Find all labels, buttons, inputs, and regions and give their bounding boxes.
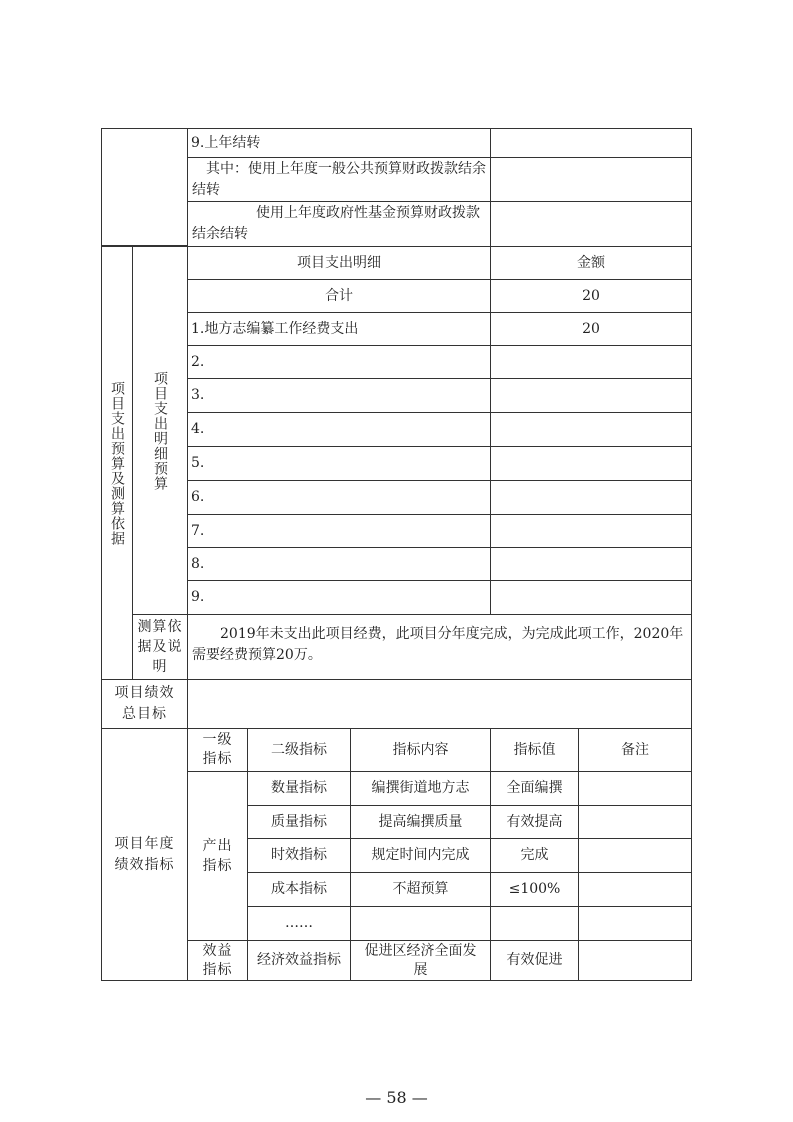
indicator-row-level2: 质量指标	[247, 805, 351, 839]
budget-header-item: 项目支出明细	[187, 246, 491, 280]
indicator-benefit-value: 有效促进	[490, 940, 579, 981]
budget-item-7: 7.	[187, 514, 491, 548]
indicator-row-value: 全面编撰	[490, 771, 579, 806]
indicator-row-value: ≤100%	[490, 872, 579, 907]
indicator-row-content: 不超预算	[350, 872, 491, 907]
indicator-row-content: 编撰街道地方志	[350, 771, 491, 806]
budget-item-1-amount: 20	[490, 312, 692, 346]
carryover-row-9-amount	[490, 128, 692, 158]
indicator-row-note	[578, 771, 692, 806]
budget-header-amount: 金额	[490, 246, 692, 280]
indicator-row-value: 完成	[490, 838, 579, 873]
budget-total-amount: 20	[490, 279, 692, 313]
indicator-row-level2: 时效指标	[247, 838, 351, 873]
indicator-output-label: 产出指标	[187, 771, 248, 941]
indicator-row-content	[350, 906, 491, 941]
budget-outer-label: 项目支出预算及测算依据	[101, 246, 133, 680]
indicators-label: 项目年度绩效指标	[101, 728, 188, 981]
budget-total-label: 合计	[187, 279, 491, 313]
carryover-sub-2: 使用上年度政府性基金预算财政拨款结余结转	[187, 201, 491, 247]
carryover-sub-1: 其中：使用上年度一般公共预算财政拨款结余结转	[187, 157, 491, 202]
indicator-header-value: 指标值	[490, 728, 579, 772]
budget-item-6-amount	[490, 480, 692, 515]
budget-item-1: 1.地方志编纂工作经费支出	[187, 312, 491, 346]
goal-label: 项目绩效总目标	[101, 679, 188, 729]
indicator-benefit-content: 促进区经济全面发展	[350, 940, 491, 981]
budget-item-3: 3.	[187, 378, 491, 413]
indicator-row-note	[578, 805, 692, 839]
goal-value	[187, 679, 692, 729]
budget-item-7-amount	[490, 514, 692, 548]
budget-item-6: 6.	[187, 480, 491, 515]
indicator-row-note	[578, 838, 692, 873]
indicator-row-level2: 成本指标	[247, 872, 351, 907]
indicator-row-value	[490, 906, 579, 941]
carryover-sub-1-amount	[490, 157, 692, 202]
indicator-benefit-note	[578, 940, 692, 981]
indicator-row-content: 规定时间内完成	[350, 838, 491, 873]
indicator-benefit-level2: 经济效益指标	[247, 940, 351, 981]
budget-item-3-amount	[490, 378, 692, 413]
budget-item-8: 8.	[187, 547, 491, 581]
indicator-row-level2: 数量指标	[247, 771, 351, 806]
budget-basis-text: 2019年未支出此项目经费，此项目分年度完成，为完成此项工作，2020年需要经费预算20万。	[187, 614, 692, 680]
carryover-blank-label	[101, 128, 188, 246]
budget-basis-label: 测算依据及说明	[132, 614, 188, 680]
budget-detail-label: 项目支出明细预算	[132, 246, 188, 615]
indicator-row-note	[578, 906, 692, 941]
indicator-row-level2: ……	[247, 906, 351, 941]
budget-item-8-amount	[490, 547, 692, 581]
budget-item-5-amount	[490, 446, 692, 481]
indicator-header-level2: 二级指标	[247, 728, 351, 772]
indicator-header-level1: 一级指标	[187, 728, 248, 772]
indicator-row-note	[578, 872, 692, 907]
budget-item-2: 2.	[187, 345, 491, 379]
budget-item-4-amount	[490, 412, 692, 447]
carryover-sub-2-amount	[490, 201, 692, 247]
budget-item-9: 9.	[187, 580, 491, 615]
indicator-header-content: 指标内容	[350, 728, 491, 772]
indicator-row-value: 有效提高	[490, 805, 579, 839]
budget-item-2-amount	[490, 345, 692, 379]
indicator-header-note: 备注	[578, 728, 692, 772]
budget-item-5: 5.	[187, 446, 491, 481]
budget-item-9-amount	[490, 580, 692, 615]
page-number: — 58 —	[365, 1088, 428, 1107]
indicator-benefit-label: 效益指标	[187, 940, 248, 981]
carryover-row-9: 9.上年结转	[187, 128, 491, 158]
budget-item-4: 4.	[187, 412, 491, 447]
indicator-row-content: 提高编撰质量	[350, 805, 491, 839]
